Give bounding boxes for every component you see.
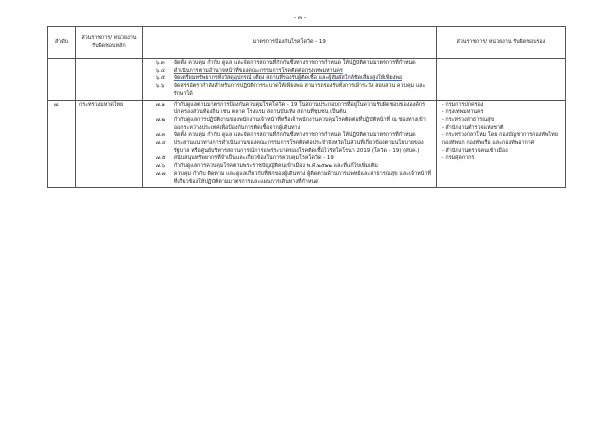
support-agency-item: - กรุงเทพมหานคร (441, 109, 484, 116)
measure-text: ควบคุม กำกับ ติดตาม และดูแลเกี่ยวกับที่พักของผู้เดินทาง ผู้ติดตามด้านการแพทย์และสาธารณสุข และเจ้าหน้าที่ที่เกี่ยวข้องให้ปฏิบัติตามมาตรการและแผนการเดินทางที่กำหนด (173, 170, 431, 185)
measure-number: ๖.๔ (155, 67, 165, 74)
measure-number: ๗.๑ (155, 101, 165, 108)
measure-text: จัดเตรียมทรัพยากรทั้งวัสดุอุปกรณ์ เตียง สถานที่รองรับผู้ติดเชื้อ และผู้สัมผัสใกล้ชิดเสี่ยงสูงให้เพียงพอ (173, 75, 403, 82)
support-agency-item: - กระทรวงกลาโหม โดย กองบัญชาการกองทัพไทย กองทัพบก กองทัพเรือ และกองทัพอากาศ (441, 132, 558, 147)
measure-item (146, 140, 433, 155)
measure-text: จัดสรรอัตรากำลังสำหรับการปฏิบัติการระบาดให้เพียงพอ สามารถรองรับทั้งการเฝ้าระวัง สอบสวน ควบคุม และรักษาได้ (173, 83, 426, 97)
support-agency-item: - กระทรวงสาธารณสุข (441, 116, 495, 123)
measure-text: กำกับดูแลตามมาตรการป้องกันควบคุมโรคโควิด - 19 ในสถานประกอบการที่อยู่ในความรับผิดชอบขององค์กรปกครองส่วนท้องถิ่น เช่น ตลาด โรงแรม สถานบันเทิง สถานที่ชุมชน เป็นต้น (173, 101, 425, 116)
table-row-moi (48, 100, 566, 188)
measure-text: ดำเนินการตามอำนาจหน้าที่ของคณะกรรมการโรคติดต่อกรุงเทพมหานคร (173, 67, 343, 74)
page-number: - ๓ - (293, 14, 307, 21)
cell-measures (142, 100, 436, 188)
measure-number: ๖.๕ (155, 75, 165, 82)
measure-text: สนับสนุนทรัพยากรที่จำเป็นและเกี่ยวข้องในการควบคุมโรคโควิด - 19 (173, 155, 334, 162)
support-agency-item: - กรมศุลกากร (441, 155, 475, 162)
measure-text: ประสานแนวทางการดำเนินงานของคณะกรรมการโรคติดต่อประจำจังหวัดในส่วนที่เกี่ยวข้องตามนโยบายของรัฐบาล หรือศูนย์บริหารสถานการณ์การแพร่ระบาดของโรคติดเชื้อไวรัสโคโรนา 2019 (โควิด - 19) (ศบค.) (173, 140, 424, 154)
measure-item (146, 171, 433, 186)
measure-text: จัดตั้ง ควบคุม กำกับ ดูแล และจัดการสถานที่กักกันซึ่งทางราชการกำหนด ให้ปฏิบัติตามมาตรการที่กำหนด (173, 60, 416, 66)
support-agency-item: - สำนักงานตรวจคนเข้าเมือง (441, 147, 508, 154)
cell-seq (48, 59, 76, 101)
measure-item (146, 60, 433, 68)
cell-agency (76, 59, 143, 101)
measure-text: กำกับดูแลการควบคุมโรคตามพระราชบัญญัติคนเข้าเมือง พ.ศ.๒๕๒๒ และที่แก้ไขเพิ่มเติม (173, 163, 378, 170)
measure-item (146, 102, 433, 117)
cell-support (436, 100, 565, 188)
measure-number: ๗.๔ (155, 140, 166, 147)
support-agency-item: - กรมการปกครอง (441, 101, 484, 108)
measure-number: ๗.๖ (155, 163, 165, 170)
measure-text: กำกับดูแลการปฏิบัติงานของพนักงานเจ้าหน้าที่หรือเจ้าพนักงานควบคุมโรคติดต่อที่ปฏิบัติหน้าที่ ณ ช่องทางเข้าออกระหว่างประเทศเพื่อป้องกันการติดเชื้อจากผู้เดินทาง (173, 116, 426, 131)
measures-table (47, 26, 566, 188)
measure-text: จัดตั้ง ควบคุม กำกับ ดูแล และจัดการสถานที่กักกันซึ่งทางราชการกำหนด ให้ปฏิบัติตามมาตรการที่กำหนด (173, 132, 416, 139)
table-header-row (48, 27, 566, 59)
cell-agency: กระทรวงมหาดไทย (76, 100, 143, 188)
measure-number: ๗.๗ (155, 170, 166, 177)
measure-item (146, 163, 433, 171)
measure-number: ๖.๓ (155, 60, 165, 66)
header-seq: ลำดับ (48, 27, 76, 59)
table-row-continuation (48, 59, 566, 101)
measure-number: ๗.๕ (155, 155, 166, 162)
measure-item (146, 155, 433, 163)
support-agency-item: - สำนักงานตำรวจแห่งชาติ (441, 124, 504, 131)
header-measures: มาตรการป้องกันโรคโควิด - 19 (142, 27, 436, 59)
measure-number: ๗.๒ (155, 116, 166, 123)
cell-support (436, 59, 565, 101)
measure-number: ๗.๓ (155, 132, 166, 139)
cell-measures (142, 59, 436, 101)
header-main-agency: ส่วนราชการ/ หน่วยงาน รับผิดชอบหลัก (76, 27, 143, 59)
measure-item (146, 83, 433, 98)
measure-item (146, 75, 433, 83)
header-support-agency: ส่วนราชการ/ หน่วยงาน รับผิดชอบรอง (436, 27, 565, 59)
measure-item (146, 132, 433, 140)
measure-item (146, 117, 433, 132)
cell-seq: ๗. (48, 100, 76, 188)
measure-number: ๖.๖ (155, 83, 165, 90)
